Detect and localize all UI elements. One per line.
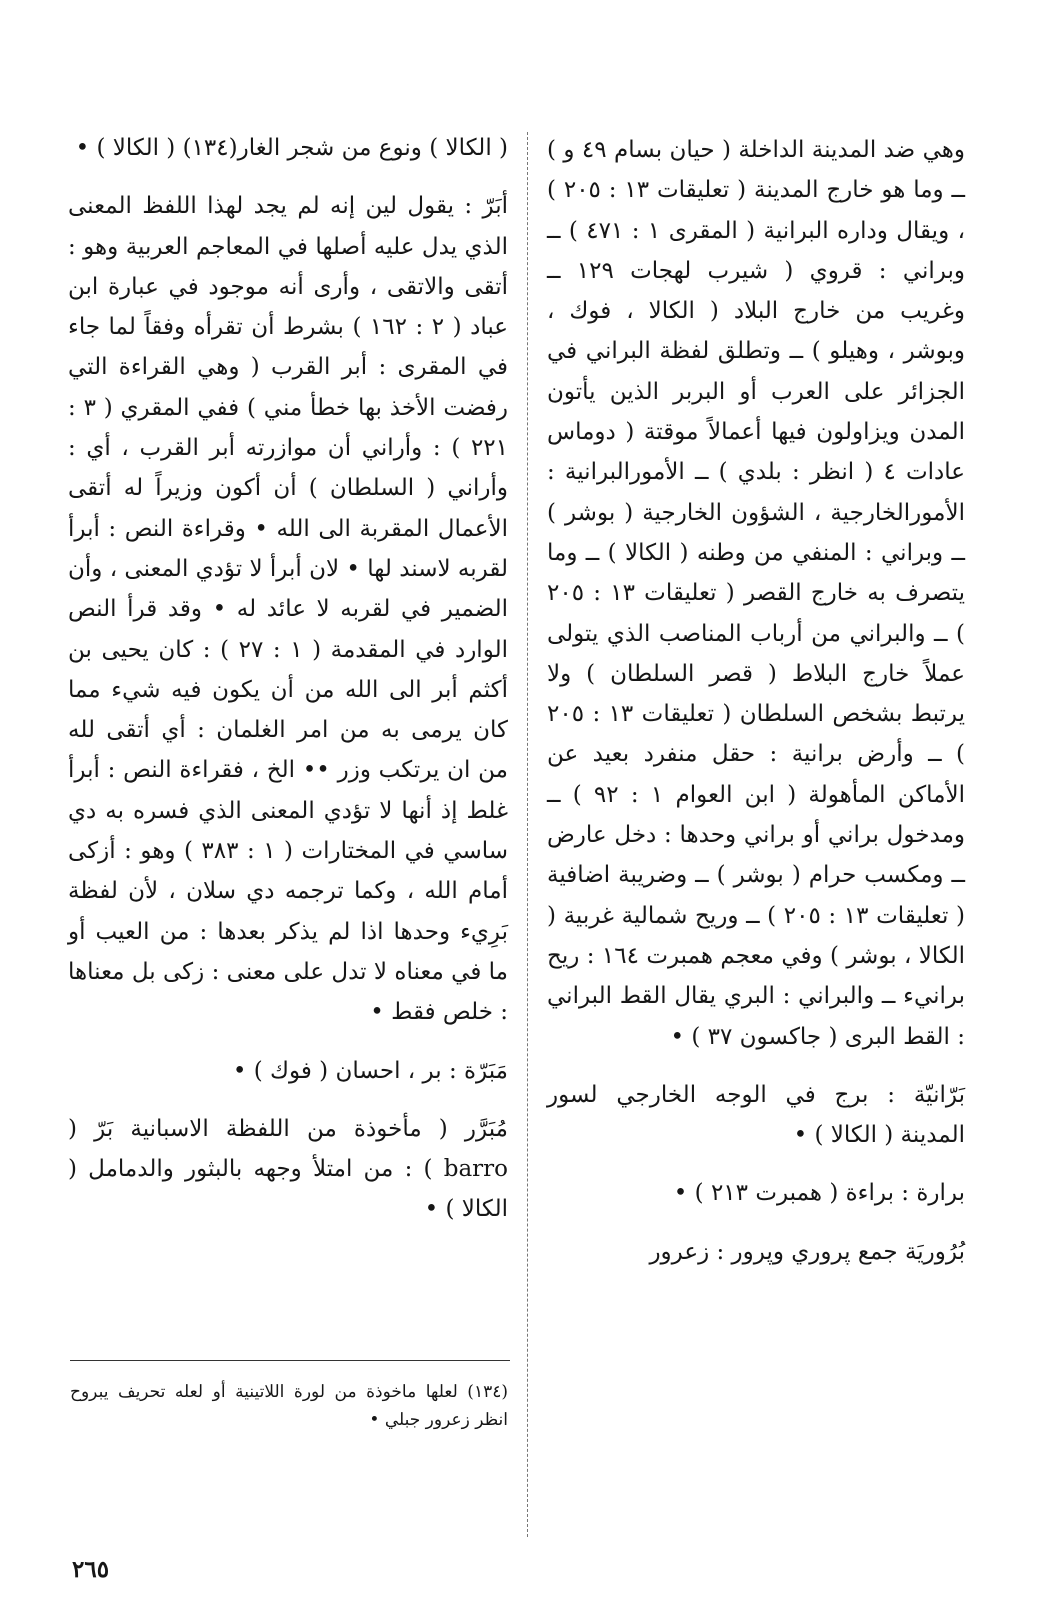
footnote: (١٣٤) لعلها ماخوذة من لورة اللاتينية أو لعله تحريف يبروح انظر زعرور جبلي • bbox=[70, 1382, 508, 1430]
entry-abarr: أبَرّ : يقول لين إنه لم يجد لهذا اللفظ المعنى الذي يدل عليه أصلها في المعاجم العربية وهو : أتقى والاتقى ، وأرى أنه موجود في عبارة ابن عباد ( ٢ : ١٦٢ ) بشرط أن تقرأه وفقاً لما جاء في المقرى : أبر القرب ( وهي القراءة التي رفضت الأخذ بها خطأ مني ) ففي المقري ( ٣ : ٢٢١ ) : وأراني أن موازرته أبر القرب ، أي : وأراني ( السلطان ) أن أكون وزيراً له أتقى الأعمال المقربة الى الله • وقراءة النص : أبرأ لقربه لاسند لها • لان أبرأ لا تؤدي المعنى ، وأن الضمير في لقربه لا عائد له • وقد قرأ النص الوارد في المقدمة ( ١ : ٢٧ ) : كان يحيى بن أكثم أبر الى الله من أن يكون فيه شيء مما كان يرمى به من امر الغلمان : أي أتقى لله من ان يرتكب وزر •• الخ ، فقراءة النص : أبرأ غلط إذ أنها لا تؤدي المعنى الذي فسره به دي ساسي في المختارات ( ١ : ٣٨٣ ) وهو : أزكى أمام الله ، وكما ترجمه دي سلان ، لأن لفظة بَرِيء وحدها اذا لم يذكر بعدها : من العيب أو ما في معناه لا تدل على معنى : زكى بل معناها : خلص فقط • bbox=[68, 193, 509, 1026]
entry-bururiya: بُرُوريَة جمع پروري وپرور : زعرور bbox=[649, 1238, 965, 1265]
entry-barara: برارة : براءة ( همبرت ٢١٣ ) • bbox=[673, 1180, 965, 1207]
entry-barraniyya: بَرّانيّة : برج في الوجه الخارجي لسور المدينة ( الكالا ) • bbox=[547, 1081, 965, 1149]
left-column bbox=[68, 128, 508, 1230]
entry-barrani: وهي ضد المدينة الداخلة ( حيان بسام ٤٩ و ) ــ وما هو خارج المدينة ( تعليقات ١٣ : ٢٠٥ ) ، ويقال وداره البرانية ( المقرى ١ : ٤٧١ ) ــ وبراني : قروي ( شيرب لهجات ١٢٩ ــ وغريب من خارج البلاد ( الكالا ، فوك ، وبوشر ، وهيلو ) ــ وتطلق لفظة البراني في الجزائر على العرب أو البربر الذين يأتون المدن ويزاولون فيها أعمالاً موقتة ( دوماس عادات ٤ ( انظر : بلدي ) ــ الأمورالبرانية : الأمورالخارجية ، الشؤون الخارجية ( بوشر ) ــ وبراني : المنفي من وطنه ( الكالا ) ــ وما يتصرف به خارج القصر ( تعليقات ١٣ : ٢٠٥ ) ــ والبراني من أرباب المناصب الذي يتولى عملاً خارج البلاط ( قصر السلطان ) ولا يرتبط بشخص السلطان ( تعليقات ١٣ : ٢٠٥ ) ــ وأرض برانية : حقل منفرد بعيد عن الأماكن المأهولة ( ابن العوام ١ : ٩٢ ) ــ ومدخول براني أو براني وحدها : دخل عارض ــ ومكسب حرام ( بوشر ) ــ وضريبة اضافية ( تعليقات ١٣ : ٢٠٥ ) ــ وريح شمالية غربية ( الكالا ، بوشر ) وفي معجم همبرت ١٦٤ : ريح برانيء ــ والبراني : البري يقال القط البراني : القط البرى ( جاكسون ٣٧ ) • bbox=[547, 137, 966, 1050]
page-number: ٢٦٥ bbox=[72, 1556, 110, 1583]
entry-mabarra: مَبَرّة : بر ، احسان ( فوك ) • bbox=[232, 1057, 508, 1084]
entry-continuation: ( الكالا ) ونوع من شجر الغار(١٣٤) ( الكالا ) • bbox=[75, 135, 508, 161]
column-divider bbox=[527, 132, 528, 1537]
entry-mubarrar: مُبَرَّر ( مأخوذة من اللفظة الاسبانية بَرّ ( barro ) : من امتلأ وجهه بالبثور والدمامل ( الكالا ) • bbox=[68, 1115, 508, 1223]
footnote-rule bbox=[70, 1360, 510, 1361]
right-column bbox=[547, 130, 965, 1272]
